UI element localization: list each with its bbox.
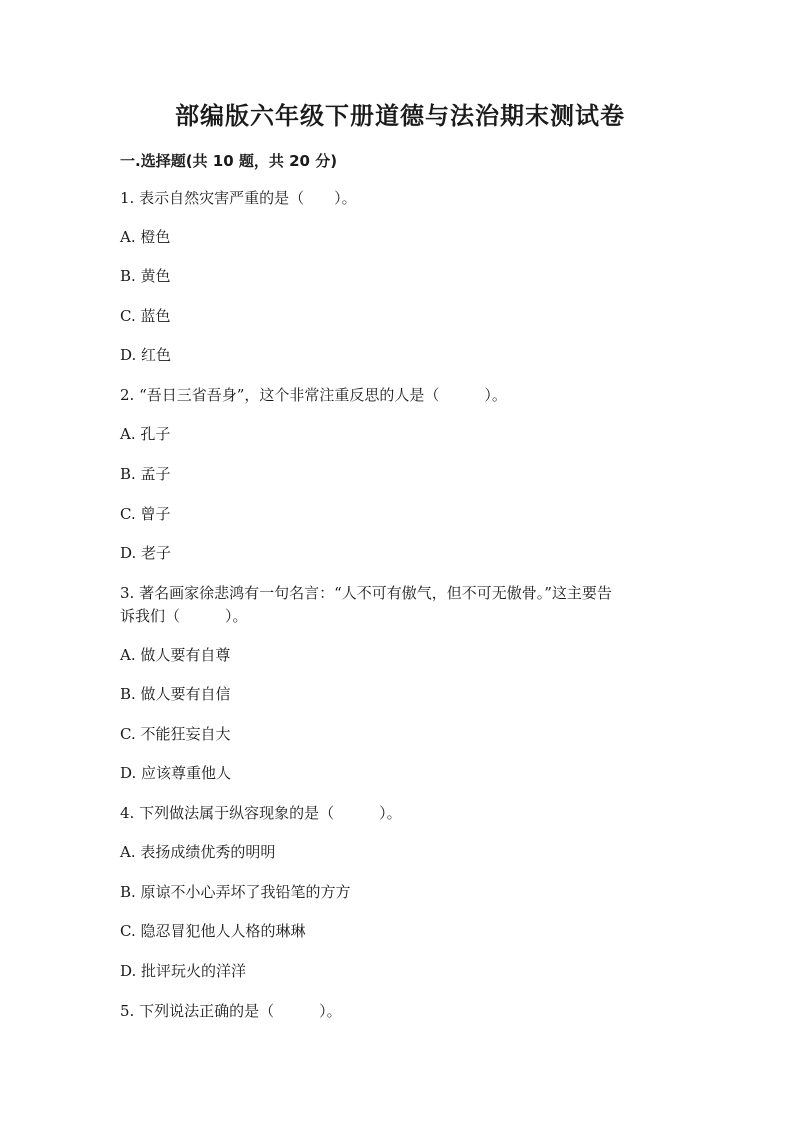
question-3-option-c: C. 不能狂妄自大 <box>120 725 231 743</box>
question-4-option-a: A. 表扬成绩优秀的明明 <box>120 843 276 861</box>
question-1-option-b: B. 黄色 <box>120 267 171 285</box>
question-3-option-a: A. 做人要有自尊 <box>120 646 231 664</box>
question-1-option-c: C. 蓝色 <box>120 307 171 325</box>
question-2-option-d: D. 老子 <box>120 544 172 562</box>
question-2-option-a: A. 孔子 <box>120 425 171 443</box>
question-3-stem-line-1: 3. 著名画家徐悲鸿有一句名言：“人不可有傲气，但不可无傲骨。”这主要告 <box>120 584 612 602</box>
question-4-option-d: D. 批评玩火的洋洋 <box>120 962 247 980</box>
question-2-option-c: C. 曾子 <box>120 505 171 523</box>
question-1-option-a: A. 橙色 <box>120 228 171 246</box>
question-3-option-d: D. 应该尊重他人 <box>120 764 232 782</box>
question-1-stem: 1. 表示自然灾害严重的是（ ）。 <box>120 189 357 207</box>
question-1-option-d: D. 红色 <box>120 346 172 364</box>
question-4-option-c: C. 隐忍冒犯他人人格的琳琳 <box>120 922 306 940</box>
question-4-stem: 4. 下列做法属于纵容现象的是（ ）。 <box>120 804 402 822</box>
question-2-option-b: B. 孟子 <box>120 465 171 483</box>
question-4-option-b: B. 原谅不小心弄坏了我铅笔的方方 <box>120 883 351 901</box>
question-5-stem: 5. 下列说法正确的是（ ）。 <box>120 1002 342 1020</box>
question-3-option-b: B. 做人要有自信 <box>120 685 231 703</box>
question-3-stem-line-2: 诉我们（ ）。 <box>120 607 248 625</box>
section-heading: 一.选择题(共 10 题，共 20 分) <box>120 152 338 170</box>
page-title: 部编版六年级下册道德与法治期末测试卷 <box>175 101 625 130</box>
question-2-stem: 2. “吾日三省吾身”，这个非常注重反思的人是（ ）。 <box>120 386 507 404</box>
